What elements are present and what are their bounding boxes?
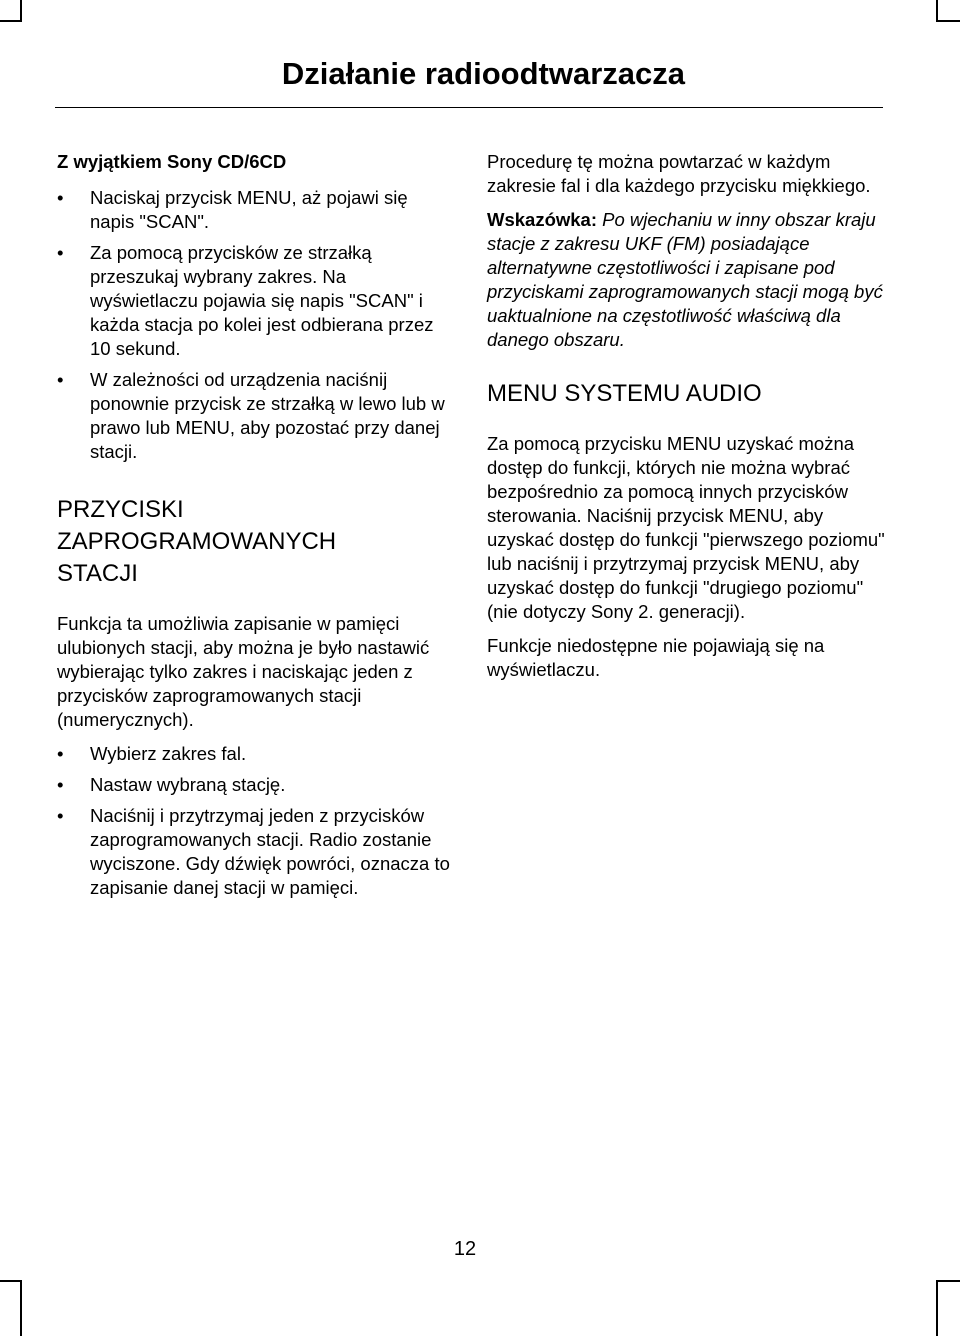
list-item bbox=[57, 241, 457, 361]
section-title-audio-menu: MENU SYSTEMU AUDIO bbox=[487, 380, 762, 407]
crop-mark-top-right-v bbox=[936, 0, 938, 22]
section-title-line: STACJI bbox=[57, 560, 138, 587]
list-item-text: Naciśnij i przytrzymaj jeden z przycisków zaprogramowanych stacji. Radio zostanie wyciszone. Gdy dźwięk powróci, oznacza to zapisanie danej stacji w pamięci. bbox=[90, 805, 450, 898]
list-item-text: Wybierz zakres fal. bbox=[90, 743, 247, 764]
preset-steps-list bbox=[57, 742, 457, 900]
crop-mark-bottom-left-h bbox=[0, 1280, 22, 1282]
repeat-procedure-paragraph: Procedurę tę można powtarzać w każdym zakresie fal i dla każdego przycisku miękkiego. bbox=[487, 151, 871, 196]
left-column bbox=[57, 150, 457, 907]
crop-mark-top-left-h bbox=[0, 20, 22, 22]
list-item-text: W zależności od urządzenia naciśnij ponownie przycisk ze strzałką w lewo lub w prawo lub MENU, aby pozostać przy danej stacji. bbox=[90, 369, 445, 462]
crop-mark-top-right-h bbox=[936, 20, 960, 22]
page-number: 12 bbox=[453, 1238, 477, 1260]
section-title-preset-buttons bbox=[57, 494, 457, 590]
subheading-sony: Z wyjątkiem Sony CD/6CD bbox=[57, 151, 287, 172]
crop-mark-bottom-right-v bbox=[936, 1280, 938, 1336]
note-label: Wskazówka: bbox=[487, 209, 598, 230]
list-item-text: Naciskaj przycisk MENU, aż pojawi się napis "SCAN". bbox=[90, 187, 408, 232]
list-item bbox=[57, 742, 457, 766]
list-item-text: Nastaw wybraną stację. bbox=[90, 774, 286, 795]
crop-mark-top-left-v bbox=[20, 0, 22, 22]
page-title: Działanie radioodtwarzacza bbox=[281, 56, 685, 91]
section-title-line: PRZYCISKI bbox=[57, 496, 184, 523]
crop-mark-bottom-left-v bbox=[20, 1280, 22, 1336]
list-item-text: Za pomocą przycisków ze strzałką przeszukaj wybrany zakres. Na wyświetlaczu pojawia się napis "SCAN" i każda stacja po kolei jest odbierana przez 10 sekund. bbox=[90, 242, 434, 359]
bullet-glyph: • bbox=[57, 187, 64, 208]
right-column bbox=[487, 150, 887, 692]
list-item bbox=[57, 773, 457, 797]
bullet-glyph: • bbox=[57, 805, 64, 826]
bullet-glyph: • bbox=[57, 774, 64, 795]
unavailable-functions-paragraph: Funkcje niedostępne nie pojawiają się na wyświetlaczu. bbox=[487, 635, 825, 680]
list-item bbox=[57, 804, 457, 900]
crop-mark-bottom-right-h bbox=[936, 1280, 960, 1282]
list-item bbox=[57, 368, 457, 464]
audio-menu-paragraph: Za pomocą przycisku MENU uzyskać można dostęp do funkcji, których nie można wybrać bezpośrednio za pomocą innych przycisków sterowania. Naciśnij przycisk MENU, aby uzyskać dostęp do funkcji "pierwszego poziomu" lub naciśnij i przytrzymaj przycisk MENU, aby uzyskać dostęp do funkcji "drugiego poziomu" (nie dotyczy Sony 2. generacji). bbox=[487, 433, 885, 622]
note-text: Po wjechaniu w inny obszar kraju stacje z zakresu UKF (FM) posiadające alternatywne częstotliwości i zapisane pod przyciskami zaprogramowanych stacji mogą być uaktualnione na częstotliwość właściwą dla danego obszaru. bbox=[487, 209, 883, 350]
title-divider bbox=[55, 107, 883, 108]
bullet-glyph: • bbox=[57, 242, 64, 263]
bullet-glyph: • bbox=[57, 369, 64, 390]
preset-description: Funkcja ta umożliwia zapisanie w pamięci ulubionych stacji, aby można je było nastawić wybierając tylko zakres i naciskając jeden z przycisków zaprogramowanych stacji (numerycznych). bbox=[57, 613, 430, 730]
scan-instructions-list bbox=[57, 186, 457, 464]
list-item bbox=[57, 186, 457, 234]
bullet-glyph: • bbox=[57, 743, 64, 764]
section-title-line: ZAPROGRAMOWANYCH bbox=[57, 528, 337, 555]
note-paragraph bbox=[487, 208, 887, 352]
